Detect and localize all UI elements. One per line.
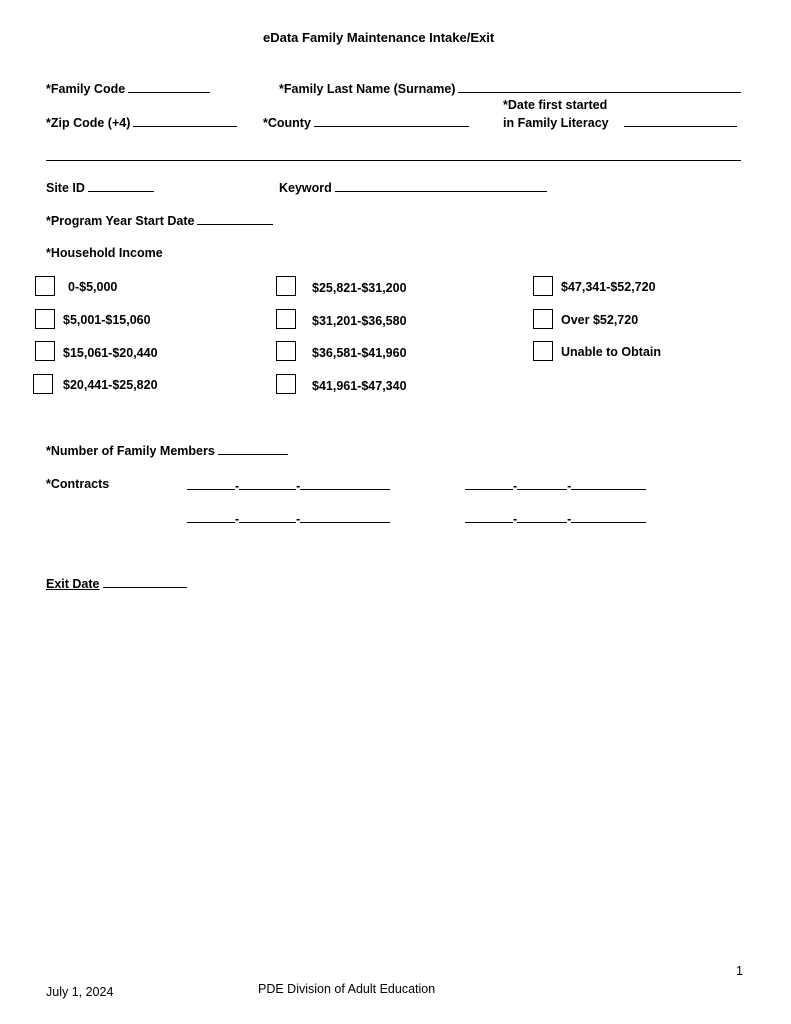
contract-part[interactable] — [300, 478, 390, 490]
family-code-field — [46, 81, 210, 97]
income-option-label: Over $52,720 — [561, 313, 639, 327]
county-input[interactable] — [314, 115, 469, 127]
income-checkbox-20441-25820[interactable] — [33, 374, 53, 394]
family-code-input[interactable] — [128, 81, 210, 93]
site-id-field — [46, 180, 154, 196]
income-checkbox-over-52720[interactable] — [533, 309, 553, 329]
page-number: 1 — [736, 964, 743, 978]
section-divider — [46, 160, 741, 161]
keyword-input[interactable] — [335, 180, 547, 192]
contract-part[interactable] — [239, 511, 296, 523]
contract-part[interactable] — [465, 478, 513, 490]
income-checkbox-41961-47340[interactable] — [276, 374, 296, 394]
contract-part[interactable] — [517, 478, 567, 490]
income-option-label: 0-$5,000 — [68, 280, 118, 294]
contract-part[interactable] — [239, 478, 296, 490]
contract-part[interactable] — [300, 511, 390, 523]
family-code-label: *Family Code — [46, 82, 126, 96]
keyword-label: Keyword — [279, 181, 332, 195]
income-checkbox-0-5000[interactable] — [35, 276, 55, 296]
income-option-label: $5,001-$15,060 — [63, 313, 151, 327]
family-last-name-input[interactable] — [458, 81, 741, 93]
county-field — [263, 115, 469, 131]
contract-part[interactable] — [465, 511, 513, 523]
contract-part[interactable] — [571, 478, 646, 490]
income-option-label: $25,821-$31,200 — [312, 281, 407, 295]
income-checkbox-25821-31200[interactable] — [276, 276, 296, 296]
income-option-label: $36,581-$41,960 — [312, 346, 407, 360]
zip-code-label: *Zip Code (+4) — [46, 116, 131, 130]
site-id-input[interactable] — [88, 180, 154, 192]
program-year-start-input[interactable] — [197, 213, 273, 225]
contracts-label: *Contracts — [46, 477, 110, 491]
county-label: *County — [263, 116, 311, 130]
household-income-label: *Household Income — [46, 246, 163, 260]
contract-entry-4[interactable]: - - — [465, 511, 646, 527]
income-option-label: $47,341-$52,720 — [561, 280, 656, 294]
contract-entry-2[interactable]: - - — [465, 478, 646, 494]
zip-code-field — [46, 115, 237, 131]
date-first-started-label-line1: *Date first started — [503, 98, 608, 112]
income-option-label: $41,961-$47,340 — [312, 379, 407, 393]
contract-part[interactable] — [571, 511, 646, 523]
family-last-name-field — [279, 81, 741, 97]
form-title: eData Family Maintenance Intake/Exit — [263, 30, 495, 45]
income-checkbox-31201-36580[interactable] — [276, 309, 296, 329]
income-option-label: $20,441-$25,820 — [63, 378, 158, 392]
footer-date: July 1, 2024 — [46, 985, 114, 999]
family-members-input[interactable] — [218, 443, 288, 455]
site-id-label: Site ID — [46, 181, 85, 195]
contract-part[interactable] — [187, 511, 235, 523]
income-option-label: $31,201-$36,580 — [312, 314, 407, 328]
exit-date-label: Exit Date — [46, 577, 100, 591]
footer-division: PDE Division of Adult Education — [258, 982, 436, 996]
date-first-started-field — [503, 115, 737, 131]
income-option-label: Unable to Obtain — [561, 345, 661, 359]
income-checkbox-unable-to-obtain[interactable] — [533, 341, 553, 361]
zip-code-input[interactable] — [133, 115, 237, 127]
contract-entry-1[interactable]: - - — [187, 478, 390, 494]
income-checkbox-47341-52720[interactable] — [533, 276, 553, 296]
program-year-start-field — [46, 213, 273, 229]
income-checkbox-15061-20440[interactable] — [35, 341, 55, 361]
family-last-name-label: *Family Last Name (Surname) — [279, 82, 456, 96]
exit-date-input[interactable] — [103, 576, 187, 588]
family-members-label: *Number of Family Members — [46, 444, 215, 458]
date-first-started-label-line2: in Family Literacy — [503, 116, 609, 130]
exit-date-field — [46, 576, 187, 592]
date-first-started-input[interactable] — [624, 115, 737, 127]
contract-part[interactable] — [187, 478, 235, 490]
contract-part[interactable] — [517, 511, 567, 523]
keyword-field — [279, 180, 547, 196]
income-option-label: $15,061-$20,440 — [63, 346, 158, 360]
family-members-field — [46, 443, 288, 459]
income-checkbox-36581-41960[interactable] — [276, 341, 296, 361]
income-checkbox-5001-15060[interactable] — [35, 309, 55, 329]
program-year-start-label: *Program Year Start Date — [46, 214, 195, 228]
contract-entry-3[interactable]: - - — [187, 511, 390, 527]
